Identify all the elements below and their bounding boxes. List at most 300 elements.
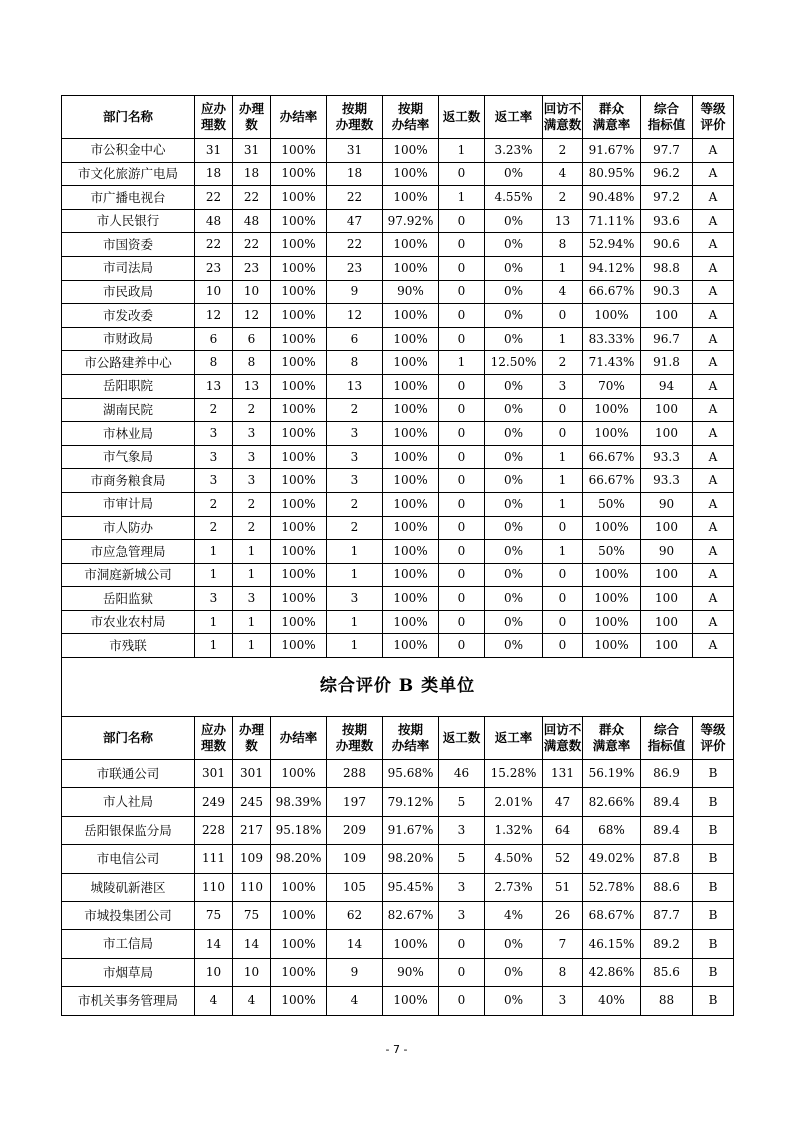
table-cell: 100 bbox=[641, 610, 693, 634]
table-row bbox=[62, 587, 734, 611]
table-cell: 4.55% bbox=[485, 186, 543, 210]
department-name: 岳阳银保监分局 bbox=[62, 816, 195, 844]
column-header-line: 办结率 bbox=[391, 117, 430, 132]
department-name: 市广播电视台 bbox=[62, 186, 195, 210]
column-header-line: 应办 bbox=[200, 722, 226, 738]
table-cell: 0% bbox=[485, 304, 543, 328]
table-cell: 90 bbox=[641, 540, 693, 564]
department-name: 市司法局 bbox=[62, 256, 195, 280]
table-cell: B bbox=[693, 958, 734, 986]
table-cell: 91.67% bbox=[583, 139, 641, 163]
table-cell: 1 bbox=[195, 610, 233, 634]
section-b-title: 综合评价 B 类单位 bbox=[62, 658, 734, 717]
table-cell: 0 bbox=[439, 233, 485, 257]
table-cell: 100% bbox=[271, 445, 327, 469]
table-cell: A bbox=[693, 469, 734, 493]
table-cell: 1 bbox=[543, 256, 583, 280]
table-cell: 0 bbox=[439, 327, 485, 351]
table-cell: A bbox=[693, 374, 734, 398]
table-cell: 47 bbox=[543, 788, 583, 816]
table-cell: 100% bbox=[271, 162, 327, 186]
table-cell: 8 bbox=[543, 958, 583, 986]
table-cell: 100 bbox=[641, 398, 693, 422]
table-row bbox=[62, 280, 734, 304]
table-cell: 2 bbox=[233, 492, 271, 516]
table-cell: 110 bbox=[195, 873, 233, 901]
table-cell: 1 bbox=[543, 445, 583, 469]
column-header-line: 部门名称 bbox=[102, 109, 153, 125]
department-name: 市文化旅游广电局 bbox=[62, 162, 195, 186]
column-header-line: 返工数 bbox=[442, 730, 481, 746]
table-cell: A bbox=[693, 280, 734, 304]
column-header bbox=[543, 717, 583, 760]
table-cell: A bbox=[693, 209, 734, 233]
table-cell: 89.4 bbox=[641, 788, 693, 816]
table-cell: 22 bbox=[327, 233, 383, 257]
table-cell: 100% bbox=[271, 139, 327, 163]
table-cell: 100% bbox=[583, 304, 641, 328]
table-cell: 1 bbox=[233, 540, 271, 564]
table-cell: 68.67% bbox=[583, 902, 641, 930]
table-cell: 66.67% bbox=[583, 469, 641, 493]
table-cell: 0 bbox=[543, 563, 583, 587]
column-header-line: 满意数 bbox=[543, 738, 582, 754]
table-cell: 100% bbox=[271, 209, 327, 233]
section-b-title-row bbox=[62, 658, 734, 717]
table-cell: 0 bbox=[439, 610, 485, 634]
table-cell: 14 bbox=[233, 930, 271, 958]
column-header bbox=[233, 717, 271, 760]
table-cell: 100% bbox=[271, 930, 327, 958]
table-cell: 10 bbox=[195, 958, 233, 986]
department-name: 市联通公司 bbox=[62, 760, 195, 788]
column-header bbox=[195, 96, 233, 139]
table-cell: 95.68% bbox=[383, 760, 439, 788]
table-cell: 8 bbox=[233, 351, 271, 375]
table-cell: 46.15% bbox=[583, 930, 641, 958]
table-cell: 12 bbox=[233, 304, 271, 328]
table-cell: 2 bbox=[327, 516, 383, 540]
table-cell: 249 bbox=[195, 788, 233, 816]
table-cell: 100% bbox=[271, 186, 327, 210]
table-cell: 1.32% bbox=[485, 816, 543, 844]
table-row bbox=[62, 902, 734, 930]
table-cell: 4 bbox=[233, 987, 271, 1015]
table-cell: 3.23% bbox=[485, 139, 543, 163]
table-cell: 87.7 bbox=[641, 902, 693, 930]
table-cell: 109 bbox=[327, 845, 383, 873]
table-cell: A bbox=[693, 445, 734, 469]
table-cell: 0% bbox=[485, 492, 543, 516]
table-cell: 0 bbox=[543, 422, 583, 446]
table-cell: 87.8 bbox=[641, 845, 693, 873]
table-cell: 13 bbox=[543, 209, 583, 233]
table-cell: 89.2 bbox=[641, 930, 693, 958]
table-cell: 98.20% bbox=[271, 845, 327, 873]
column-header-line: 满意数 bbox=[543, 117, 582, 132]
table-cell: 1 bbox=[327, 540, 383, 564]
table-row bbox=[62, 374, 734, 398]
table-cell: 8 bbox=[195, 351, 233, 375]
department-name: 市烟草局 bbox=[62, 958, 195, 986]
table-cell: 100 bbox=[641, 634, 693, 658]
column-header-line: 按期 bbox=[341, 722, 367, 738]
table-cell: 2 bbox=[543, 351, 583, 375]
column-header-line: 返工率 bbox=[494, 109, 533, 125]
table-cell: 52 bbox=[543, 845, 583, 873]
table-row bbox=[62, 958, 734, 986]
table-cell: 301 bbox=[195, 760, 233, 788]
column-header bbox=[485, 96, 543, 139]
column-header-line: 数 bbox=[245, 738, 258, 754]
table-cell: 86.9 bbox=[641, 760, 693, 788]
table-cell: 93.6 bbox=[641, 209, 693, 233]
column-header bbox=[327, 717, 383, 760]
table-cell: 100% bbox=[271, 233, 327, 257]
table-cell: 18 bbox=[195, 162, 233, 186]
table-cell: 2.73% bbox=[485, 873, 543, 901]
table-cell: 3 bbox=[327, 469, 383, 493]
table-row bbox=[62, 422, 734, 446]
section-b-header-row bbox=[62, 717, 734, 760]
table-cell: 48 bbox=[195, 209, 233, 233]
table-cell: 4 bbox=[195, 987, 233, 1015]
table-cell: 100% bbox=[383, 422, 439, 446]
column-header-line: 理数 bbox=[200, 117, 226, 132]
table-cell: 0% bbox=[485, 398, 543, 422]
table-cell: A bbox=[693, 162, 734, 186]
department-name: 市公积金中心 bbox=[62, 139, 195, 163]
table-cell: 0% bbox=[485, 445, 543, 469]
table-cell: 100% bbox=[583, 634, 641, 658]
table-cell: 9 bbox=[327, 958, 383, 986]
table-cell: 85.6 bbox=[641, 958, 693, 986]
table-cell: 4 bbox=[327, 987, 383, 1015]
table-row bbox=[62, 162, 734, 186]
table-cell: 0% bbox=[485, 280, 543, 304]
table-cell: 111 bbox=[195, 845, 233, 873]
table-cell: 1 bbox=[327, 634, 383, 658]
table-cell: 8 bbox=[327, 351, 383, 375]
table-cell: 0% bbox=[485, 610, 543, 634]
table-cell: 15.28% bbox=[485, 760, 543, 788]
department-name: 市国资委 bbox=[62, 233, 195, 257]
table-cell: 0 bbox=[543, 516, 583, 540]
column-header bbox=[693, 96, 734, 139]
table-cell: 100% bbox=[383, 610, 439, 634]
table-cell: 100% bbox=[583, 563, 641, 587]
table-cell: 98.8 bbox=[641, 256, 693, 280]
table-cell: 13 bbox=[233, 374, 271, 398]
table-cell: 3 bbox=[327, 445, 383, 469]
table-cell: 23 bbox=[233, 256, 271, 280]
column-header bbox=[271, 96, 327, 139]
table-cell: 94.12% bbox=[583, 256, 641, 280]
table-cell: 0% bbox=[485, 930, 543, 958]
table-cell: 0% bbox=[485, 256, 543, 280]
table-cell: 3 bbox=[195, 469, 233, 493]
table-cell: 1 bbox=[195, 563, 233, 587]
table-cell: 80.95% bbox=[583, 162, 641, 186]
table-cell: 50% bbox=[583, 540, 641, 564]
table-cell: B bbox=[693, 902, 734, 930]
table-cell: 100 bbox=[641, 587, 693, 611]
table-cell: 100% bbox=[383, 469, 439, 493]
column-header-line: 部门名称 bbox=[102, 730, 153, 746]
page-content bbox=[61, 95, 733, 1016]
table-cell: 100% bbox=[271, 327, 327, 351]
column-header bbox=[543, 96, 583, 139]
table-cell: 1 bbox=[439, 186, 485, 210]
department-name: 市工信局 bbox=[62, 930, 195, 958]
column-header-line: 返工率 bbox=[494, 730, 533, 746]
table-cell: 100% bbox=[583, 610, 641, 634]
table-cell: 0% bbox=[485, 209, 543, 233]
department-name: 市人防办 bbox=[62, 516, 195, 540]
table-cell: A bbox=[693, 186, 734, 210]
table-cell: 52.94% bbox=[583, 233, 641, 257]
table-cell: 2 bbox=[327, 492, 383, 516]
table-cell: 40% bbox=[583, 987, 641, 1015]
table-cell: 100% bbox=[383, 233, 439, 257]
column-header-line: 回访不 bbox=[543, 101, 582, 117]
table-cell: 14 bbox=[327, 930, 383, 958]
table-cell: 0 bbox=[439, 930, 485, 958]
column-header-line: 应办 bbox=[200, 101, 226, 117]
table-row bbox=[62, 816, 734, 844]
table-cell: 1 bbox=[327, 563, 383, 587]
table-cell: 209 bbox=[327, 816, 383, 844]
department-name: 岳阳监狱 bbox=[62, 587, 195, 611]
table-cell: A bbox=[693, 492, 734, 516]
table-cell: 100% bbox=[583, 516, 641, 540]
table-cell: 0 bbox=[543, 610, 583, 634]
department-name: 市残联 bbox=[62, 634, 195, 658]
table-cell: 197 bbox=[327, 788, 383, 816]
table-cell: 90% bbox=[383, 280, 439, 304]
table-cell: 100% bbox=[271, 304, 327, 328]
table-cell: 3 bbox=[327, 422, 383, 446]
table-cell: A bbox=[693, 540, 734, 564]
table-cell: 12 bbox=[195, 304, 233, 328]
table-cell: 100% bbox=[383, 256, 439, 280]
table-cell: 82.66% bbox=[583, 788, 641, 816]
table-row bbox=[62, 873, 734, 901]
table-cell: 2 bbox=[543, 139, 583, 163]
table-cell: 1 bbox=[543, 492, 583, 516]
table-cell: 95.45% bbox=[383, 873, 439, 901]
column-header bbox=[383, 717, 439, 760]
column-header-line: 办结率 bbox=[279, 109, 318, 125]
table-cell: 62 bbox=[327, 902, 383, 930]
table-cell: 3 bbox=[233, 587, 271, 611]
table-row bbox=[62, 610, 734, 634]
table-cell: 6 bbox=[233, 327, 271, 351]
table-cell: 100% bbox=[271, 351, 327, 375]
table-cell: 22 bbox=[233, 233, 271, 257]
column-header bbox=[641, 717, 693, 760]
table-cell: 0 bbox=[543, 634, 583, 658]
table-cell: 0% bbox=[485, 958, 543, 986]
table-cell: 100 bbox=[641, 422, 693, 446]
column-header bbox=[641, 96, 693, 139]
table-cell: 42.86% bbox=[583, 958, 641, 986]
table-row bbox=[62, 209, 734, 233]
table-cell: B bbox=[693, 760, 734, 788]
table-cell: 100% bbox=[271, 902, 327, 930]
table-cell: 100% bbox=[383, 540, 439, 564]
department-name: 市公路建养中心 bbox=[62, 351, 195, 375]
table-cell: 100 bbox=[641, 563, 693, 587]
table-cell: 1 bbox=[195, 634, 233, 658]
department-name: 市电信公司 bbox=[62, 845, 195, 873]
table-cell: 82.67% bbox=[383, 902, 439, 930]
table-cell: 100% bbox=[271, 587, 327, 611]
table-cell: 52.78% bbox=[583, 873, 641, 901]
table-cell: 100% bbox=[383, 445, 439, 469]
department-name: 市机关事务管理局 bbox=[62, 987, 195, 1015]
table-cell: 3 bbox=[439, 902, 485, 930]
table-cell: 96.7 bbox=[641, 327, 693, 351]
table-cell: 46 bbox=[439, 760, 485, 788]
table-cell: 70% bbox=[583, 374, 641, 398]
column-header bbox=[439, 717, 485, 760]
table-cell: 22 bbox=[195, 233, 233, 257]
table-cell: 95.18% bbox=[271, 816, 327, 844]
table-cell: 217 bbox=[233, 816, 271, 844]
table-cell: 100% bbox=[271, 760, 327, 788]
table-row bbox=[62, 469, 734, 493]
table-cell: 18 bbox=[233, 162, 271, 186]
table-cell: 0% bbox=[485, 374, 543, 398]
table-cell: 0 bbox=[439, 304, 485, 328]
column-header-line: 办理 bbox=[238, 101, 264, 117]
column-header-line: 群众 bbox=[598, 722, 624, 738]
table-cell: 100% bbox=[383, 186, 439, 210]
table-cell: 100% bbox=[271, 958, 327, 986]
table-cell: 0% bbox=[485, 422, 543, 446]
column-header bbox=[383, 96, 439, 139]
table-cell: 75 bbox=[233, 902, 271, 930]
table-cell: 4 bbox=[543, 162, 583, 186]
table-cell: B bbox=[693, 845, 734, 873]
table-cell: 2 bbox=[195, 492, 233, 516]
table-cell: 1 bbox=[439, 139, 485, 163]
table-cell: A bbox=[693, 422, 734, 446]
table-cell: B bbox=[693, 816, 734, 844]
table-cell: B bbox=[693, 930, 734, 958]
table-cell: 0 bbox=[439, 398, 485, 422]
column-header-line: 办理 bbox=[238, 722, 264, 738]
table-cell: 3 bbox=[439, 816, 485, 844]
table-cell: A bbox=[693, 634, 734, 658]
table-cell: 22 bbox=[195, 186, 233, 210]
table-cell: 68% bbox=[583, 816, 641, 844]
table-cell: 100% bbox=[271, 540, 327, 564]
table-cell: 0% bbox=[485, 587, 543, 611]
table-cell: 228 bbox=[195, 816, 233, 844]
column-header bbox=[583, 96, 641, 139]
table-row bbox=[62, 540, 734, 564]
column-header bbox=[327, 96, 383, 139]
table-body bbox=[62, 96, 734, 1016]
table-cell: 0 bbox=[439, 634, 485, 658]
table-cell: 79.12% bbox=[383, 788, 439, 816]
table-cell: 100% bbox=[383, 351, 439, 375]
table-cell: 100% bbox=[271, 634, 327, 658]
table-row bbox=[62, 398, 734, 422]
department-name: 市农业农村局 bbox=[62, 610, 195, 634]
table-cell: 98.20% bbox=[383, 845, 439, 873]
table-cell: 110 bbox=[233, 873, 271, 901]
table-cell: 51 bbox=[543, 873, 583, 901]
table-cell: 97.2 bbox=[641, 186, 693, 210]
ranking-table bbox=[61, 95, 734, 1016]
department-name: 市民政局 bbox=[62, 280, 195, 304]
department-name: 市人民银行 bbox=[62, 209, 195, 233]
table-row bbox=[62, 327, 734, 351]
table-cell: A bbox=[693, 563, 734, 587]
table-cell: 2 bbox=[233, 516, 271, 540]
table-cell: 7 bbox=[543, 930, 583, 958]
table-cell: 91.67% bbox=[383, 816, 439, 844]
table-cell: 90.6 bbox=[641, 233, 693, 257]
table-cell: 0% bbox=[485, 634, 543, 658]
table-cell: 0 bbox=[439, 209, 485, 233]
table-cell: 2 bbox=[195, 516, 233, 540]
table-cell: 90.3 bbox=[641, 280, 693, 304]
table-row bbox=[62, 634, 734, 658]
table-cell: 0 bbox=[439, 563, 485, 587]
table-cell: 90.48% bbox=[583, 186, 641, 210]
table-cell: 0 bbox=[439, 540, 485, 564]
table-cell: 10 bbox=[195, 280, 233, 304]
table-cell: 18 bbox=[327, 162, 383, 186]
table-cell: 66.67% bbox=[583, 445, 641, 469]
table-cell: 31 bbox=[195, 139, 233, 163]
table-cell: 31 bbox=[327, 139, 383, 163]
table-cell: 100% bbox=[271, 422, 327, 446]
table-cell: 0 bbox=[439, 422, 485, 446]
table-cell: 1 bbox=[195, 540, 233, 564]
table-cell: 0 bbox=[439, 469, 485, 493]
column-header-line: 理数 bbox=[200, 738, 226, 754]
table-cell: 100% bbox=[383, 930, 439, 958]
table-cell: 100 bbox=[641, 516, 693, 540]
table-row bbox=[62, 351, 734, 375]
table-cell: 1 bbox=[543, 327, 583, 351]
column-header-line: 返工数 bbox=[442, 109, 481, 125]
table-cell: 71.43% bbox=[583, 351, 641, 375]
column-header-line: 办结率 bbox=[391, 738, 430, 754]
table-cell: A bbox=[693, 327, 734, 351]
table-cell: 301 bbox=[233, 760, 271, 788]
table-cell: 2 bbox=[233, 398, 271, 422]
table-cell: 0 bbox=[439, 374, 485, 398]
table-cell: 3 bbox=[439, 873, 485, 901]
table-cell: 10 bbox=[233, 280, 271, 304]
table-cell: 109 bbox=[233, 845, 271, 873]
table-row bbox=[62, 516, 734, 540]
table-row bbox=[62, 233, 734, 257]
department-name: 岳阳职院 bbox=[62, 374, 195, 398]
table-cell: 3 bbox=[233, 469, 271, 493]
table-cell: A bbox=[693, 516, 734, 540]
table-cell: 23 bbox=[327, 256, 383, 280]
table-cell: 13 bbox=[327, 374, 383, 398]
table-cell: 88 bbox=[641, 987, 693, 1015]
department-name: 市发改委 bbox=[62, 304, 195, 328]
